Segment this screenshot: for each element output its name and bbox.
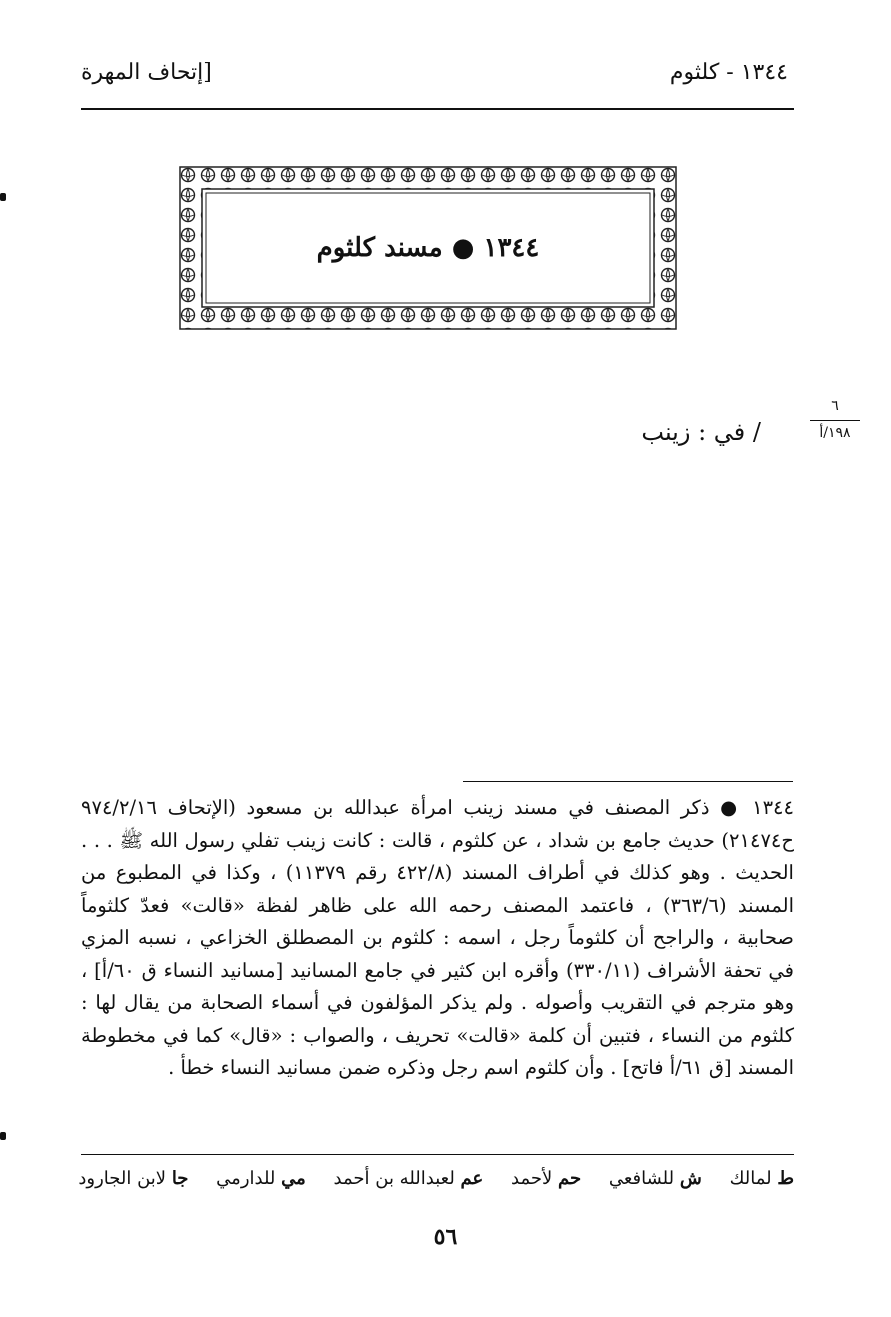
- section-title: ١٣٤٤ ● مسند كلثوم: [316, 233, 540, 263]
- scan-edge-mark: [0, 193, 6, 201]
- abbreviation-code: جا: [171, 1168, 189, 1189]
- folio-marker-rule: [810, 420, 860, 421]
- abbreviation-meaning: للشافعي: [608, 1168, 675, 1189]
- abbreviation-item: [730, 1168, 794, 1189]
- abbreviation-item: [334, 1168, 484, 1189]
- folio-marker-top: ٦: [831, 398, 839, 414]
- manuscript-folio-marker: [810, 398, 860, 441]
- abbreviation-code: حم: [558, 1168, 582, 1189]
- running-header-book-title: [إتحاف المهرة: [81, 60, 212, 85]
- abbreviation-code: مي: [281, 1168, 306, 1189]
- footnote-separator: [463, 781, 793, 782]
- abbreviations-divider: [81, 1154, 794, 1155]
- running-header-section: ١٣٤٤ - كلثوم: [669, 60, 788, 85]
- abbreviation-item: [216, 1168, 306, 1189]
- folio-marker-bottom: ١٩٨/أ: [819, 425, 851, 441]
- abbreviation-meaning: لعبدالله بن أحمد: [333, 1168, 455, 1189]
- abbreviation-meaning: لمالك: [729, 1168, 772, 1189]
- body-text-line: / في : زينب: [641, 418, 761, 446]
- abbreviations-legend: [56, 1168, 794, 1189]
- abbreviation-item: [78, 1168, 188, 1189]
- abbreviation-code: ش: [679, 1168, 702, 1189]
- abbreviation-item: [511, 1168, 581, 1189]
- ornamental-title-frame: [178, 165, 678, 331]
- abbreviation-meaning: لأحمد: [511, 1168, 553, 1189]
- abbreviation-meaning: للدارمي: [216, 1168, 276, 1189]
- abbreviation-code: عم: [460, 1168, 484, 1189]
- footnote-text: ١٣٤٤ ● ذكر المصنف في مسند زينب امرأة عبدالله بن مسعود (الإتحاف ٩٧٤/٢/١٦ ح٢١٤٧٤) حديث جامع بن شداد ، عن كلثوم ، قالت : كانت زينب تفلي رسول الله ﷺ . . . الحديث . وهو كذلك في أطراف المسند (٤٢٢/٨ رقم ١١٣٧٩) ، وكذا في المطبوع من المسند (٣٦٣/٦) ، فاعتمد المصنف رحمه الله على ظاهر لفظة «قالت» فعدّ كلثوماً صحابية ، والراجح أن كلثوماً رجل ، اسمه : كلثوم بن المصطلق الخزاعي ، نسبه المزي في تحفة الأشراف (٣٣٠/١١) وأقره ابن كثير في جامع المسانيد [مسانيد النساء ق ٦٠/أ] ، وهو مترجم في التقريب وأصوله . ولم يذكر المؤلفون في أسماء الصحابة من يقال لها : كلثوم من النساء ، فتبين أن كلمة «قالت» تحريف ، والصواب : «قال» كما في مخطوطة المسند [ق ٦١/أ فاتح] . وأن كلثوم اسم رجل وذكره ضمن مسانيد النساء خطأ .: [81, 796, 794, 1079]
- scan-edge-mark: [0, 1132, 6, 1140]
- abbreviation-meaning: لابن الجارود: [78, 1168, 167, 1189]
- abbreviation-code: ط: [777, 1168, 794, 1189]
- page-number: ٥٦: [433, 1224, 458, 1250]
- abbreviation-item: [609, 1168, 702, 1189]
- header-divider: [81, 108, 794, 110]
